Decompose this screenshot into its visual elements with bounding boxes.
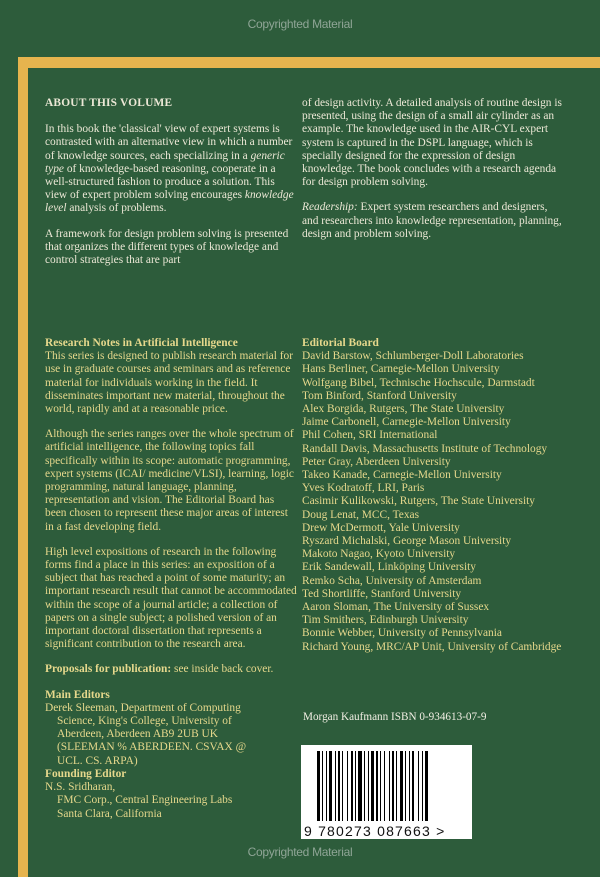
barcode-bar [400, 751, 403, 821]
barcode-bar [376, 751, 378, 821]
readership-label: Readership: [302, 201, 358, 214]
barcode-bar [338, 751, 340, 821]
barcode-bar [329, 751, 332, 821]
main-editor-line: Derek Sleeman, Department of Computing [45, 701, 241, 714]
editorial-board-member: Randall Davis, Massachusetts Institute of Technology [302, 442, 548, 455]
editorial-board-member: Erik Sandewall, Linköping University [302, 561, 476, 574]
editorial-board-member: Ted Shortliffe, Stanford University [302, 587, 462, 600]
barcode-bar [322, 751, 323, 821]
about-heading: ABOUT THIS VOLUME [45, 97, 173, 109]
about-right-column [302, 97, 564, 253]
barcode-bar [355, 751, 356, 821]
barcode-bar [368, 751, 369, 821]
main-editors-heading: Main Editors [45, 688, 110, 701]
readership-text: Expert system researchers and designers, and researchers into knowledge representation, planning, design and problem solving. [302, 201, 562, 240]
readership [302, 201, 564, 241]
barcode-bar [412, 751, 414, 821]
barcode-bar [425, 751, 428, 821]
editorial-board-heading: Editorial Board [302, 337, 379, 349]
editorial-board-member: Aaron Sloman, The University of Sussex [302, 601, 490, 614]
editorial-board-member: Yves Kodratoff, LRI, Paris [302, 482, 425, 495]
about-p1-text: In this book the 'classical' view of expert systems is contrasted with an alternative view in which a number of knowledge sources, each specializing in a [45, 123, 293, 162]
main-editor-line: (SLEEMAN % ABERDEEN. CSVAX @ [57, 741, 247, 754]
barcode-bar [396, 751, 397, 821]
barcode-bar [389, 751, 390, 821]
founding-editor-heading: Founding Editor [45, 767, 127, 780]
editorial-board-member: Casimir Kulikowski, Rutgers, The State University [302, 495, 535, 508]
editorial-board-member: Ryszard Michalski, George Mason University [302, 535, 512, 548]
about-paragraph-3: of design activity. A detailed analysis of routine design is presented, using the design of a small air cylinder as an example. The knowledge used in the AIR-CYL expert system is captured in the DSPL language, which is specially designed for the expression of design knowledge. The book concludes with a research agenda for design problem solving. [302, 97, 562, 189]
editorial-board-column [302, 337, 564, 654]
editorial-board-member: Bonnie Webber, University of Pennsylvania [302, 627, 502, 640]
editorial-board-member: Phil Cohen, SRI International [302, 429, 438, 442]
editorial-board-member: Makoto Nagao, Kyoto University [302, 548, 456, 561]
founding-editor-line: Santa Clara, California [57, 807, 162, 820]
about-p1-emphasis-2: knowledge level [45, 189, 294, 215]
editorial-board-member: Peter Gray, Aberdeen University [302, 455, 451, 468]
barcode-bar [380, 751, 381, 821]
about-p1-emphasis-1: generic type [45, 149, 285, 175]
editorial-board-member: Takeo Kanade, Carnegie-Mellon University [302, 469, 502, 482]
editorial-board-member: Tim Smithers, Edinburgh University [302, 614, 469, 627]
barcode-bar [347, 751, 348, 821]
about-p1-text-3: analysis of problems. [66, 202, 167, 215]
barcode-bar [358, 751, 362, 821]
watermark-bottom: Copyrighted Material [247, 845, 353, 859]
barcode-bar [364, 751, 365, 821]
series-heading: Research Notes in Artificial Intelligence [45, 337, 238, 349]
editorial-board-member: Jaime Carbonell, Carnegie-Mellon University [302, 416, 511, 429]
main-editor-line: Aberdeen, Aberdeen AB9 2UB UK [57, 728, 219, 741]
editorial-board-member: Tom Binford, Stanford University [302, 389, 457, 402]
editorial-board-member: Hans Berliner, Carnegie-Mellon University [302, 363, 500, 376]
editorial-board-member: Richard Young, MRC/AP Unit, University of Cambridge [302, 640, 562, 653]
editorial-board-member: Wolfgang Bibel, Technische Hochscule, Darmstadt [302, 376, 535, 389]
barcode-bar [409, 751, 410, 821]
about-left-column [45, 97, 297, 279]
series-paragraph-1: This series is designed to publish research material for use in graduate courses and seminars and as reference material for individuals working in the field. It disseminates important new material, throughout the world, rapidly and at a reasonable price. [45, 350, 293, 416]
barcode-bar [405, 751, 406, 821]
series-paragraph-3: High level expositions of research in the following forms find a place in this series: an exposition of a subject that has reached a point of some maturity; an important research result that cannot be accommodated within the scope of a journal article; a collection of papers on a single subject; a polished version of an important doctoral dissertation that represents a significant contribution to the research area. [45, 545, 297, 651]
main-editor-line: UCL. CS. ARPA) [57, 754, 138, 767]
barcode-digits: 9 780273 087663 > [304, 823, 446, 839]
barcode-bar [317, 751, 320, 821]
barcode-bar [335, 751, 336, 821]
main-editor-line: Science, King's College, University of [57, 715, 232, 728]
founding-editor-line: FMC Corp., Central Engineering Labs [57, 794, 233, 807]
proposals [45, 663, 297, 676]
watermark-top: Copyrighted Material [247, 17, 353, 31]
barcode-bar [392, 751, 394, 821]
editorial-board-member: Doug Lenat, MCC, Texas [302, 508, 419, 521]
proposals-text: see inside back cover. [171, 663, 274, 676]
editorial-board-member: Remko Scha, University of Amsterdam [302, 574, 482, 587]
isbn-line: Morgan Kaufmann ISBN 0-934613-07-9 [303, 711, 487, 723]
barcode-bar [418, 751, 419, 821]
editorial-board-member: Alex Borgida, Rutgers, The State University [302, 403, 505, 416]
barcode-bar [371, 751, 374, 821]
series-column [45, 337, 297, 821]
barcode-bar [384, 751, 385, 821]
about-p1-text-2: of knowledge-based reasoning, cooperate in a well-structured fashion to produce a solution. This view of expert problem solving encourages [45, 162, 276, 202]
frame-border-top [18, 57, 600, 68]
barcode-bar [351, 751, 353, 821]
series-paragraph-2: Although the series ranges over the whole spectrum of artificial intelligence, the following topics fall specifically within its scope: automatic programming, expert systems (ICAI/ medicine/VLSI), learning, logic programming, natural language, planning, representation and vision. The Editorial Board has been chosen to represent these major areas of interest in a fast developing field. [45, 428, 294, 533]
founding-editor-line: N.S. Sridharan, [45, 781, 116, 794]
editorial-board-member: David Barstow, Schlumberger-Doll Laboratories [302, 350, 524, 363]
proposals-label: Proposals for publication: [45, 663, 172, 676]
editorial-board-member: Drew McDermott, Yale University [302, 521, 460, 534]
about-paragraph-1 [45, 123, 297, 215]
frame-border-left [18, 57, 28, 877]
editorial-board-list [302, 350, 564, 654]
about-paragraph-2: A framework for design problem solving is presented that organizes the different types of knowledge and control strategies that are part [45, 227, 289, 267]
barcode [301, 745, 472, 839]
barcode-bar [326, 751, 327, 821]
barcode-bar [422, 751, 423, 821]
barcode-bar [342, 751, 343, 821]
